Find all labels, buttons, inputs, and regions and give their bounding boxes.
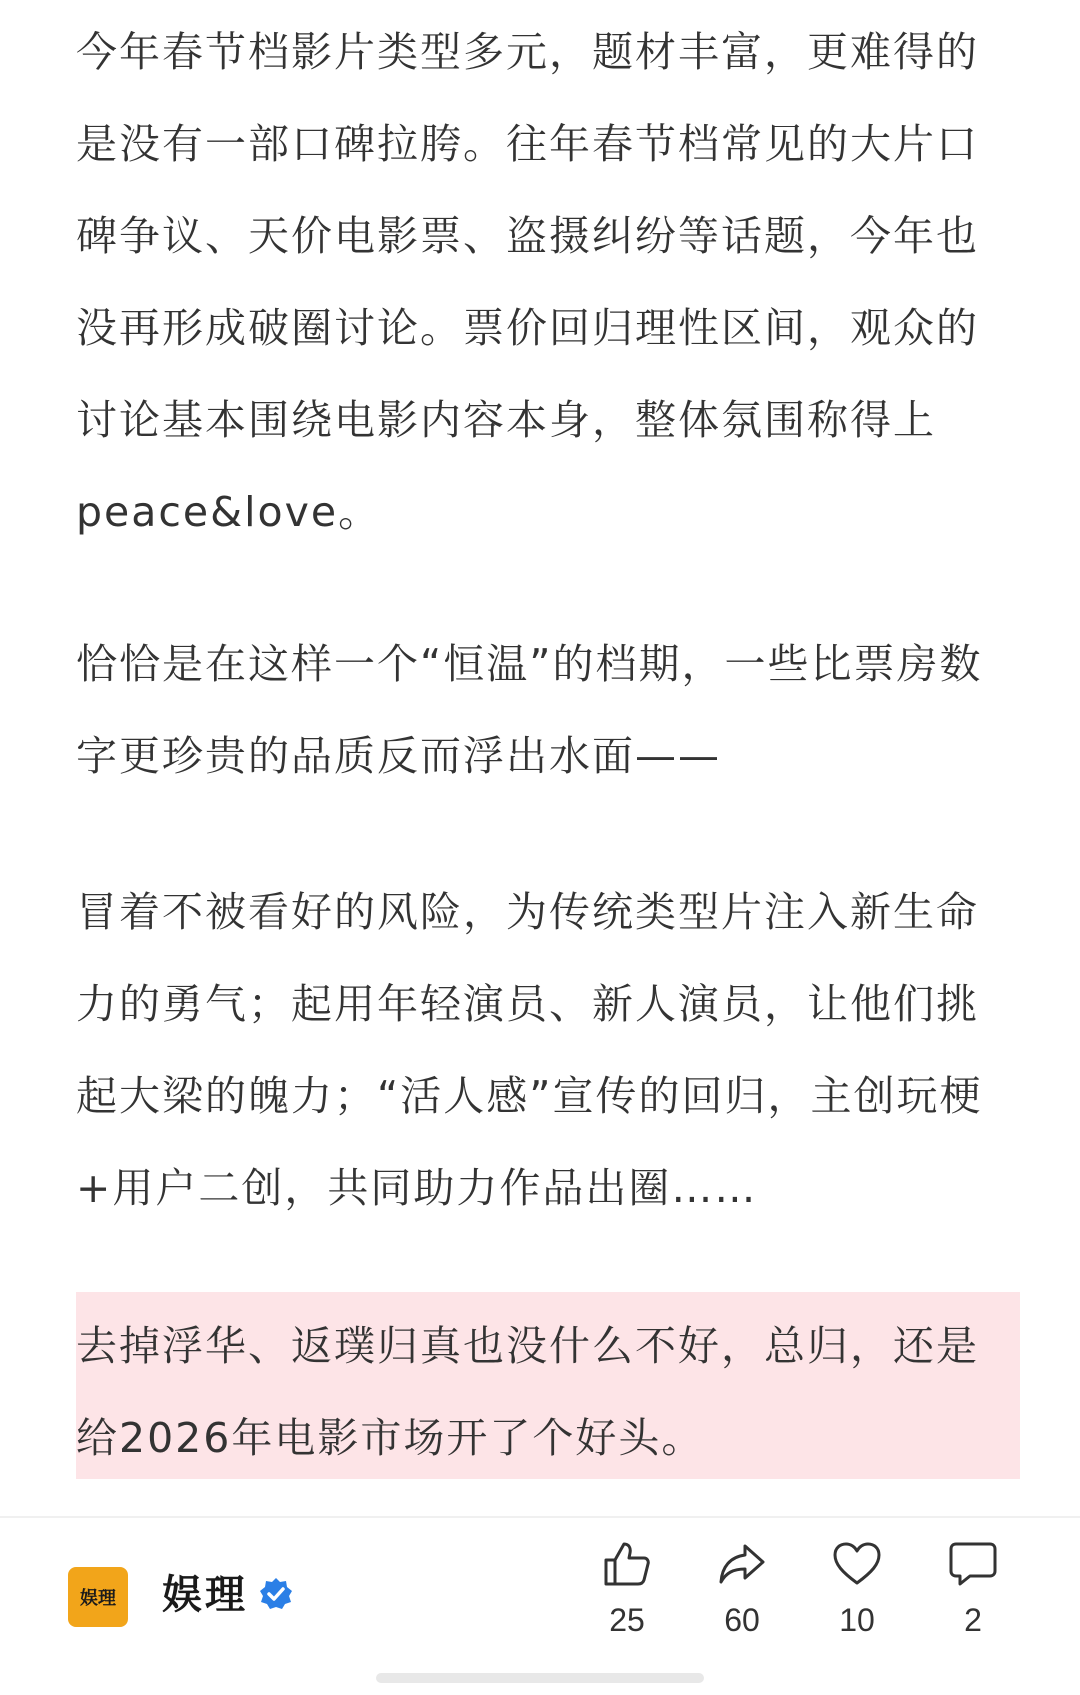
favorite-count: 10 <box>839 1602 875 1638</box>
verified-badge-icon <box>258 1576 294 1612</box>
comment-count: 2 <box>964 1602 982 1638</box>
comment-button[interactable] <box>928 1540 1018 1639</box>
comment-icon <box>948 1540 998 1588</box>
share-icon <box>717 1540 767 1588</box>
paragraph: 恰恰是在这样一个“恒温”的档期，一些比票房数字更珍贵的品质反而浮出水面—— <box>76 640 983 780</box>
paragraph: 今年春节档影片类型多元，题材丰富，更难得的是没有一部口碑拉胯。往年春节档常见的大片口碑争议、天价电影票、盗摄纠纷等话题，今年也没再形成破圈讨论。票价回归理性区间，观众的讨论基本围绕电影内容本身，整体氛围称得上peace&love。 <box>76 28 979 536</box>
like-count: 25 <box>609 1602 645 1638</box>
share-count: 60 <box>724 1602 760 1638</box>
favorite-button[interactable] <box>812 1540 902 1639</box>
like-button[interactable] <box>582 1540 672 1639</box>
author-name[interactable]: 娱理 <box>162 1572 248 1618</box>
paragraph: 冒着不被看好的风险，为传统类型片注入新生命力的勇气；起用年轻演员、新人演员，让他们挑起大梁的魄力；“活人感”宣传的回归，主创玩梗+用户二创，共同助力作品出圈…… <box>76 888 983 1212</box>
avatar-text: 娱理 <box>80 1588 116 1609</box>
home-indicator <box>376 1673 704 1683</box>
avatar[interactable] <box>68 1567 128 1627</box>
share-button[interactable] <box>697 1540 787 1639</box>
thumbs-up-icon <box>602 1540 652 1588</box>
heart-icon <box>832 1540 882 1588</box>
highlighted-paragraph: 去掉浮华、返璞归真也没什么不好，总归，还是给2026年电影市场开了个好头。 <box>76 1322 979 1462</box>
